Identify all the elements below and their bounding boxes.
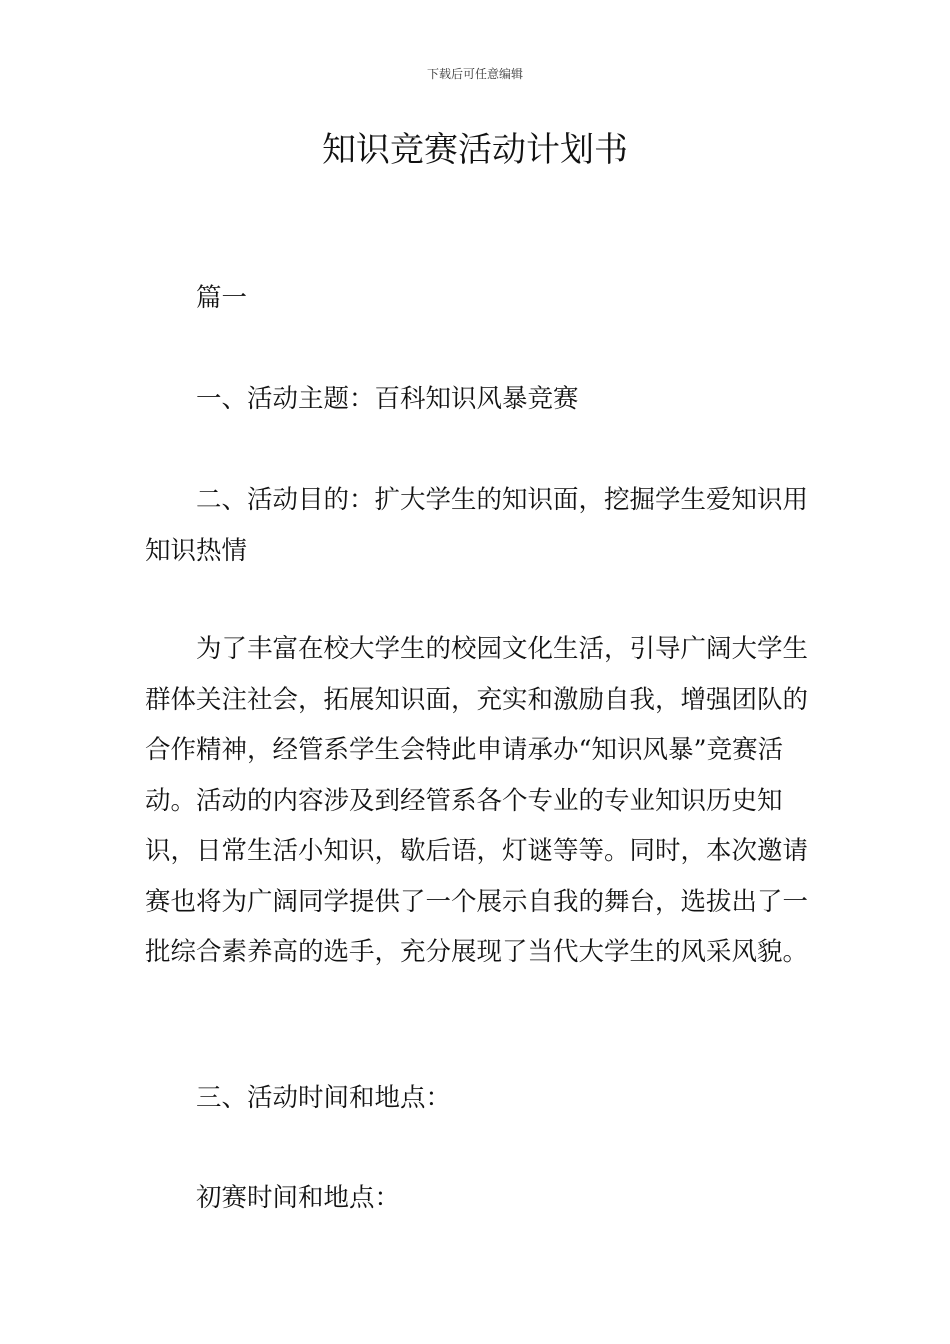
header-note: 下载后可任意编辑 [426, 67, 523, 81]
time-and-place-heading: 三、活动时间和地点： [196, 1083, 452, 1113]
preliminary-time-place: 初赛时间和地点： [196, 1183, 401, 1213]
activity-purpose: 二、活动目的：扩大学生的知识面，挖掘学生爱知识用知识热情 [145, 485, 809, 566]
section-label: 篇一 [196, 283, 248, 313]
activity-theme: 一、活动主题：百科知识风暴竞赛 [196, 384, 579, 414]
intro-paragraph: 为了丰富在校大学生的校园文化生活，引导广阔大学生群体关注社会，拓展知识面，充实和激励自我，增强团队的合作精神，经管系学生会特此申请承办“知识风暴”竞赛活动。活动的内容涉及到经管系各个专业的专业知识历史知识，日常生活小知识，歇后语，灯谜等等。同时，本次邀请赛也将为广阔同学提供了一个展示自我的舞台，选拔出了一批综合素养高的选手，充分展现了当代大学生的风采风貌。 [145, 634, 809, 967]
document-title: 知识竞赛活动计划书 [322, 130, 628, 170]
